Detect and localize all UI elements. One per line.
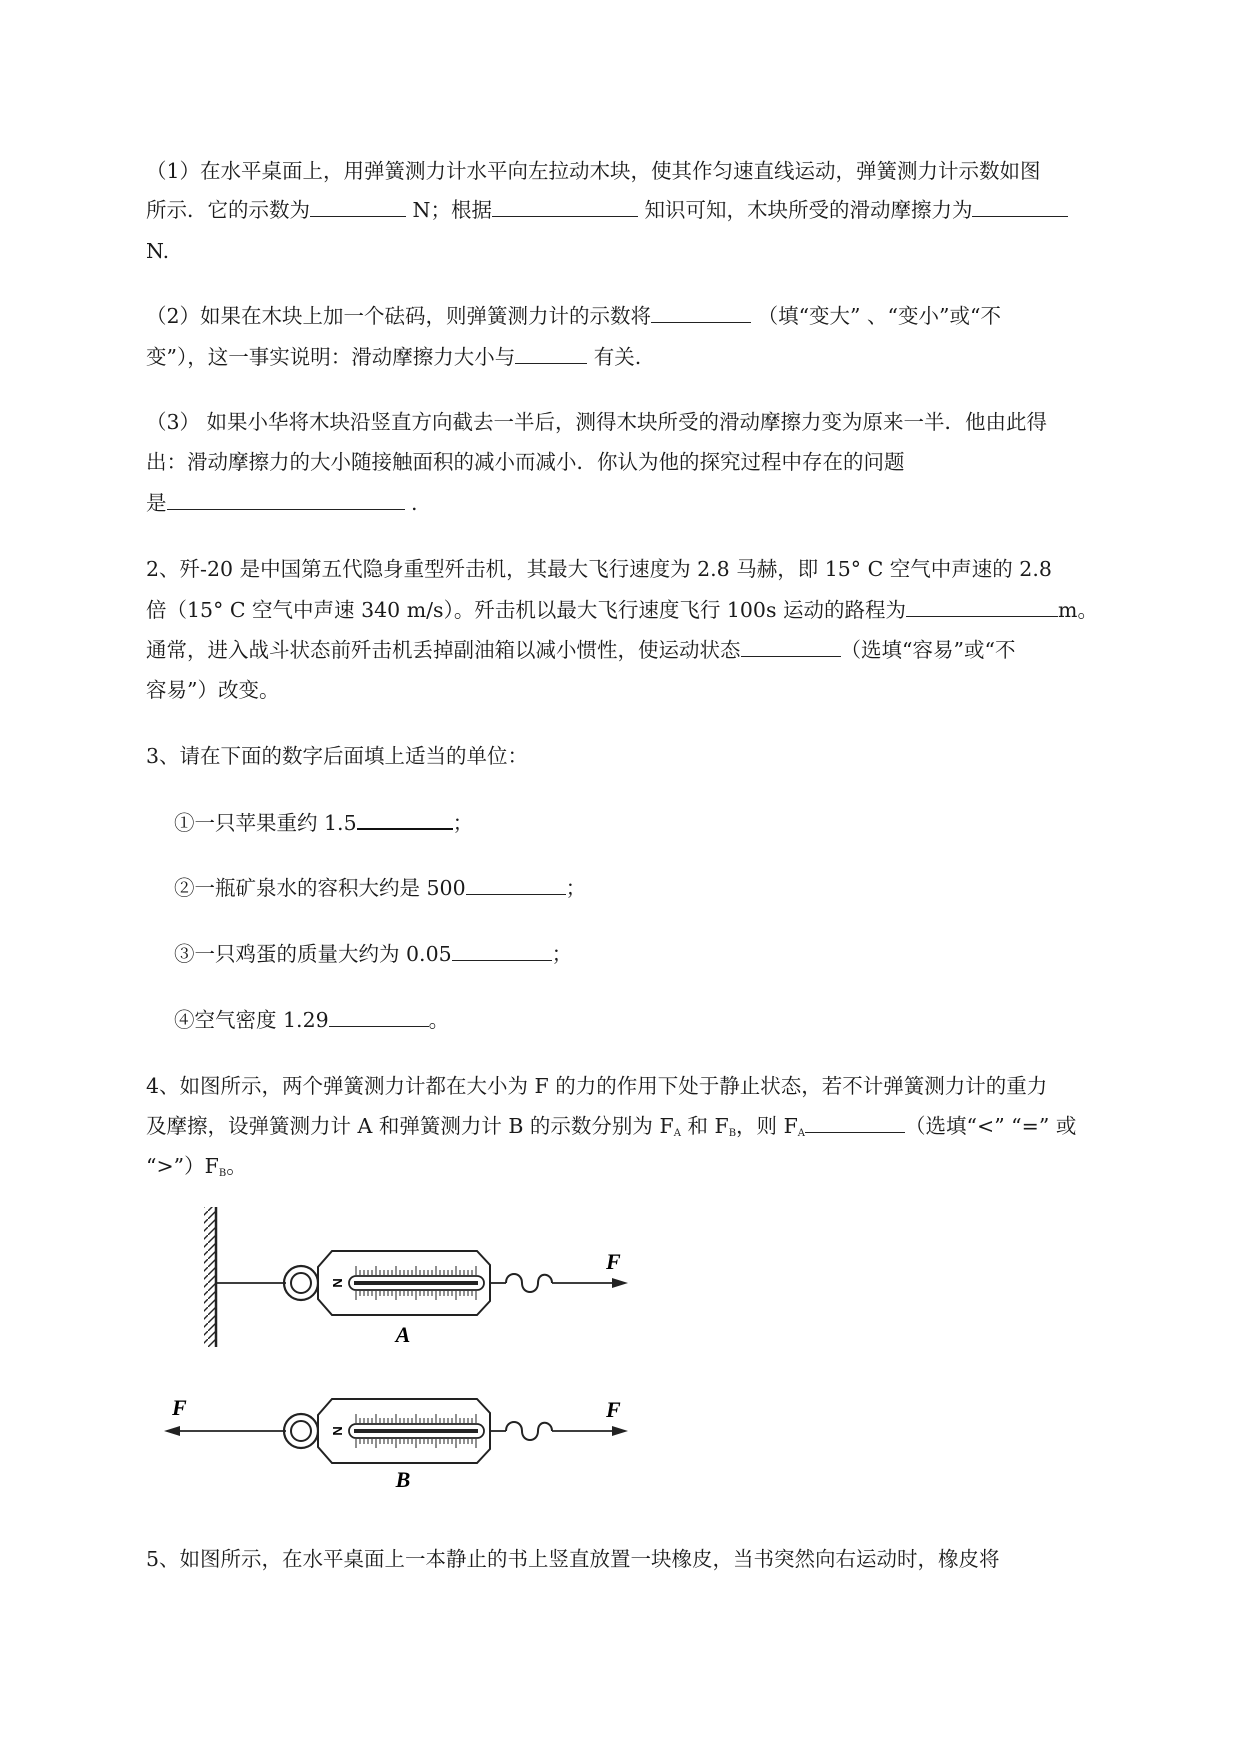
- q4-line3: “$>”)F_B$。: [146, 1154, 247, 1179]
- answer-blank[interactable]: [972, 196, 1068, 217]
- arrow-icon: [612, 1278, 628, 1288]
- hook-icon: [506, 1422, 552, 1440]
- scale-a-label: A: [395, 1322, 411, 1347]
- q1-part3-line2: 出：滑动摩擦力的大小随接触面积的减小而减小．你认为他的探究过程中存在的问题: [146, 450, 905, 474]
- q2-line2: 倍（15° C 空气中声速 340 m/s）。歼击机以最大飞行速度飞行 100s 运动的路程为 m。: [146, 598, 1098, 622]
- q2-line1: 2、歼-20 是中国第五代隐身重型歼击机，其最大飞行速度为 2.8 马赫，即 15° C 空气中声速的 2.8: [146, 557, 1052, 581]
- q3-item-1: ①一只苹果重约 1.5 ；: [174, 808, 473, 837]
- answer-blank[interactable]: [452, 940, 552, 961]
- q1-part2-line1: （2）如果在木块上加一个砝码，则弹簧测力计的示数将 （填“变大” 、“变小”或“不: [146, 304, 1001, 328]
- q1-part2-line2: 变”），这一事实说明：滑动摩擦力大小与 有关.: [146, 345, 642, 369]
- wall: [204, 1207, 216, 1347]
- force-label: F: [606, 1397, 621, 1422]
- q1-part3-line3: 是 .: [146, 491, 418, 515]
- force-label: F: [606, 1249, 621, 1274]
- q5-line1: 5、如图所示，在水平桌面上一本静止的书上竖直放置一块橡皮，当书突然向右运动时，橡皮将: [146, 1547, 1000, 1571]
- arrow-icon: [164, 1426, 180, 1436]
- scale-unit-label: N: [330, 1426, 345, 1436]
- q2-line3: 通常，进入战斗状态前歼击机丢掉副油箱以减小惯性，使运动状态 （选填“容易”或“不: [146, 638, 1016, 662]
- spring-scales-figure: [160, 1195, 720, 1495]
- arrow-icon: [612, 1426, 628, 1436]
- q3-item-3: ③一只鸡蛋的质量大约为 0.05 ；: [174, 942, 573, 966]
- scale-b-label: B: [395, 1467, 411, 1492]
- q3-item-4: ④空气密度 1.29 。: [174, 1008, 450, 1032]
- answer-blank[interactable]: [329, 1006, 429, 1027]
- answer-blank[interactable]: [310, 196, 406, 217]
- answer-blank[interactable]: [492, 196, 638, 217]
- answer-blank[interactable]: [651, 302, 751, 323]
- q2-line4: 容易”）改变。: [146, 678, 280, 702]
- answer-blank[interactable]: [515, 343, 587, 364]
- answer-blank[interactable]: [167, 489, 405, 510]
- answer-blank[interactable]: [741, 636, 841, 657]
- answer-blank[interactable]: [805, 1112, 905, 1133]
- q3-item-2: ②一瓶矿泉水的容积大约是 500 ；: [174, 876, 587, 900]
- answer-blank[interactable]: [466, 874, 566, 895]
- q1-part1-line2: 所示．它的示数为 N；根据 知识可知，木块所受的滑动摩擦力为: [146, 196, 1068, 224]
- q4-line2: 及摩擦，设弹簧测力计 A 和弹簧测力计 B 的示数分别为 $F_A$ 和 $F_B$，则 $F_A$ （选填“<” “=” 或: [146, 1114, 1077, 1139]
- answer-blank[interactable]: [357, 808, 453, 830]
- answer-blank[interactable]: [906, 596, 1058, 617]
- ring-hook-icon: [284, 1266, 318, 1300]
- q3-title: 3、请在下面的数字后面填上适当的单位：: [146, 744, 529, 768]
- spring-scale-b: [164, 1395, 628, 1492]
- force-label: F: [172, 1395, 187, 1420]
- q4-line1: 4、如图所示，两个弹簧测力计都在大小为 F 的力的作用下处于静止状态，若不计弹簧测力计的重力: [146, 1074, 1048, 1098]
- spring-scale-a: [204, 1207, 628, 1347]
- q1-part1-line1: （1）在水平桌面上，用弹簧测力计水平向左拉动木块，使其作匀速直线运动，弹簧测力计示数如图: [146, 159, 1041, 183]
- scale-unit-label: N: [330, 1278, 345, 1288]
- hook-icon: [506, 1274, 552, 1292]
- q1-part3-line1: （3） 如果小华将木块沿竖直方向截去一半后，测得木块所受的滑动摩擦力变为原来一半．他由此得: [146, 410, 1048, 434]
- ring-hook-icon: [284, 1414, 318, 1448]
- q1-part1-line3: N.: [146, 239, 170, 263]
